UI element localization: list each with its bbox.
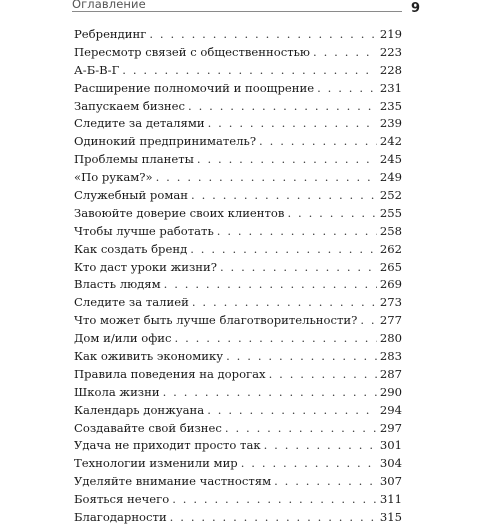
- toc-entry-page: 315: [379, 510, 402, 525]
- toc-entry-page: 280: [379, 331, 402, 346]
- dot-leader: [241, 455, 377, 473]
- toc-entry-page: 297: [379, 420, 402, 435]
- toc-entry-title: Создавайте свой бизнес: [74, 420, 222, 435]
- dot-leader: [259, 133, 377, 151]
- dot-leader: [163, 384, 377, 402]
- toc-entry-title: Следите за талией: [74, 295, 189, 310]
- toc-entry: [74, 420, 402, 438]
- toc-entry: [74, 26, 402, 44]
- toc-entry: [74, 509, 402, 527]
- toc-entry: [74, 44, 402, 62]
- toc-entry: [74, 455, 402, 473]
- dot-leader: [360, 312, 377, 330]
- toc-entry-page: 255: [379, 205, 402, 220]
- toc-entry-page: 231: [379, 80, 402, 95]
- toc-entry-title: Дом и/или офис: [74, 331, 172, 346]
- toc-entry-title: Власть людям: [74, 277, 161, 292]
- dot-leader: [217, 223, 377, 241]
- toc-entry-title: «По рукам?»: [74, 170, 153, 185]
- dot-leader: [190, 241, 377, 259]
- toc-entry: [74, 294, 402, 312]
- toc-entry-title: Бояться нечего: [74, 492, 170, 507]
- toc-entry-page: 252: [379, 188, 402, 203]
- toc-entry-page: 294: [379, 402, 402, 417]
- toc-entry-page: 269: [379, 277, 402, 292]
- toc-entry-page: 235: [379, 98, 402, 113]
- dot-leader: [164, 276, 377, 294]
- toc-entry: [74, 312, 402, 330]
- toc-entry-title: Как оживить экономику: [74, 349, 224, 364]
- toc-entry: [74, 98, 402, 116]
- toc-entry-page: 249: [379, 170, 402, 185]
- toc-entry-title: Календарь донжуана: [74, 402, 205, 417]
- dot-leader: [192, 294, 377, 312]
- toc-entry-page: 242: [379, 134, 402, 149]
- toc-entry: [74, 491, 402, 509]
- toc-entry-page: 219: [379, 27, 402, 41]
- dot-leader: [225, 420, 377, 438]
- toc-entry-title: Запускаем бизнес: [74, 98, 186, 113]
- toc-entry-title: Ребрендинг: [74, 27, 147, 41]
- toc-entry: [74, 259, 402, 277]
- toc-entry-page: 245: [379, 152, 402, 167]
- table-of-contents: [74, 26, 402, 527]
- toc-entry: [74, 330, 402, 348]
- dot-leader: [191, 187, 377, 205]
- toc-entry-title: Проблемы планеты: [74, 152, 194, 167]
- dot-leader: [274, 473, 377, 491]
- dot-leader: [287, 205, 376, 223]
- toc-entry-page: 223: [379, 44, 402, 59]
- toc-entry-title: Чтобы лучше работать: [74, 223, 214, 238]
- toc-entry-title: Следите за деталями: [74, 116, 205, 131]
- toc-entry-page: 301: [379, 438, 402, 453]
- toc-entry: [74, 115, 402, 133]
- toc-entry: [74, 276, 402, 294]
- toc-entry-page: 258: [379, 223, 402, 238]
- toc-entry-title: Благодарности: [74, 510, 167, 525]
- toc-entry-page: 228: [379, 62, 402, 77]
- toc-entry: [74, 437, 402, 455]
- toc-entry: [74, 241, 402, 259]
- dot-leader: [170, 509, 377, 527]
- toc-entry-title: Служебный роман: [74, 188, 188, 203]
- toc-entry-title: Удача не приходит просто так: [74, 438, 261, 453]
- toc-entry-page: 239: [379, 116, 402, 131]
- toc-entry-page: 265: [379, 259, 402, 274]
- toc-entry: [74, 169, 402, 187]
- toc-entry: [74, 366, 402, 384]
- dot-leader: [226, 348, 377, 366]
- dot-leader: [220, 259, 377, 277]
- toc-entry: [74, 187, 402, 205]
- toc-entry-title: Кто даст уроки жизни?: [74, 259, 217, 274]
- dot-leader: [197, 151, 377, 169]
- toc-entry-page: 311: [379, 492, 402, 507]
- dot-leader: [269, 366, 377, 384]
- toc-entry-title: Уделяйте внимание частностям: [74, 474, 272, 489]
- toc-entry: [74, 223, 402, 241]
- toc-entry: [74, 348, 402, 366]
- toc-entry-title: Пересмотр связей с общественностью: [74, 44, 311, 59]
- toc-entry-page: 283: [379, 349, 402, 364]
- dot-leader: [264, 437, 377, 455]
- dot-leader: [317, 80, 377, 98]
- toc-entry-page: 307: [379, 474, 402, 489]
- toc-entry-title: Завоюйте доверие своих клиентов: [74, 205, 285, 220]
- toc-entry: [74, 205, 402, 223]
- toc-entry-title: Расширение полномочий и поощрение: [74, 80, 315, 95]
- dot-leader: [122, 62, 377, 80]
- toc-entry: [74, 133, 402, 151]
- toc-entry-title: Одинокий предприниматель?: [74, 134, 257, 149]
- toc-entry-page: 304: [379, 456, 402, 471]
- toc-entry-title: Технологии изменили мир: [74, 456, 238, 471]
- dot-leader: [207, 402, 377, 420]
- dot-leader: [208, 115, 377, 133]
- toc-entry-title: А-Б-В-Г: [74, 62, 120, 77]
- toc-entry: [74, 473, 402, 491]
- dot-leader: [172, 491, 377, 509]
- dot-leader: [175, 330, 377, 348]
- toc-entry-page: 273: [379, 295, 402, 310]
- toc-entry-page: 290: [379, 384, 402, 399]
- toc-entry-page: 287: [379, 366, 402, 381]
- toc-entry: [74, 80, 402, 98]
- toc-entry: [74, 151, 402, 169]
- toc-entry: [74, 384, 402, 402]
- dot-leader: [313, 44, 377, 62]
- header-rule: [72, 11, 402, 12]
- dot-leader: [188, 98, 377, 116]
- page-number: 9: [411, 1, 421, 16]
- toc-entry: [74, 402, 402, 420]
- dot-leader: [156, 169, 377, 187]
- dot-leader: [149, 26, 377, 44]
- toc-entry-title: Правила поведения на дорогах: [74, 366, 266, 381]
- toc-entry: [74, 62, 402, 80]
- toc-entry-title: Школа жизни: [74, 384, 160, 399]
- toc-entry-title: Что может быть лучше благотворительности?: [74, 313, 358, 328]
- running-header: Оглавление: [72, 0, 146, 11]
- toc-entry-page: 262: [379, 241, 402, 256]
- toc-entry-title: Как создать бренд: [74, 241, 188, 256]
- toc-entry-page: 277: [379, 313, 402, 328]
